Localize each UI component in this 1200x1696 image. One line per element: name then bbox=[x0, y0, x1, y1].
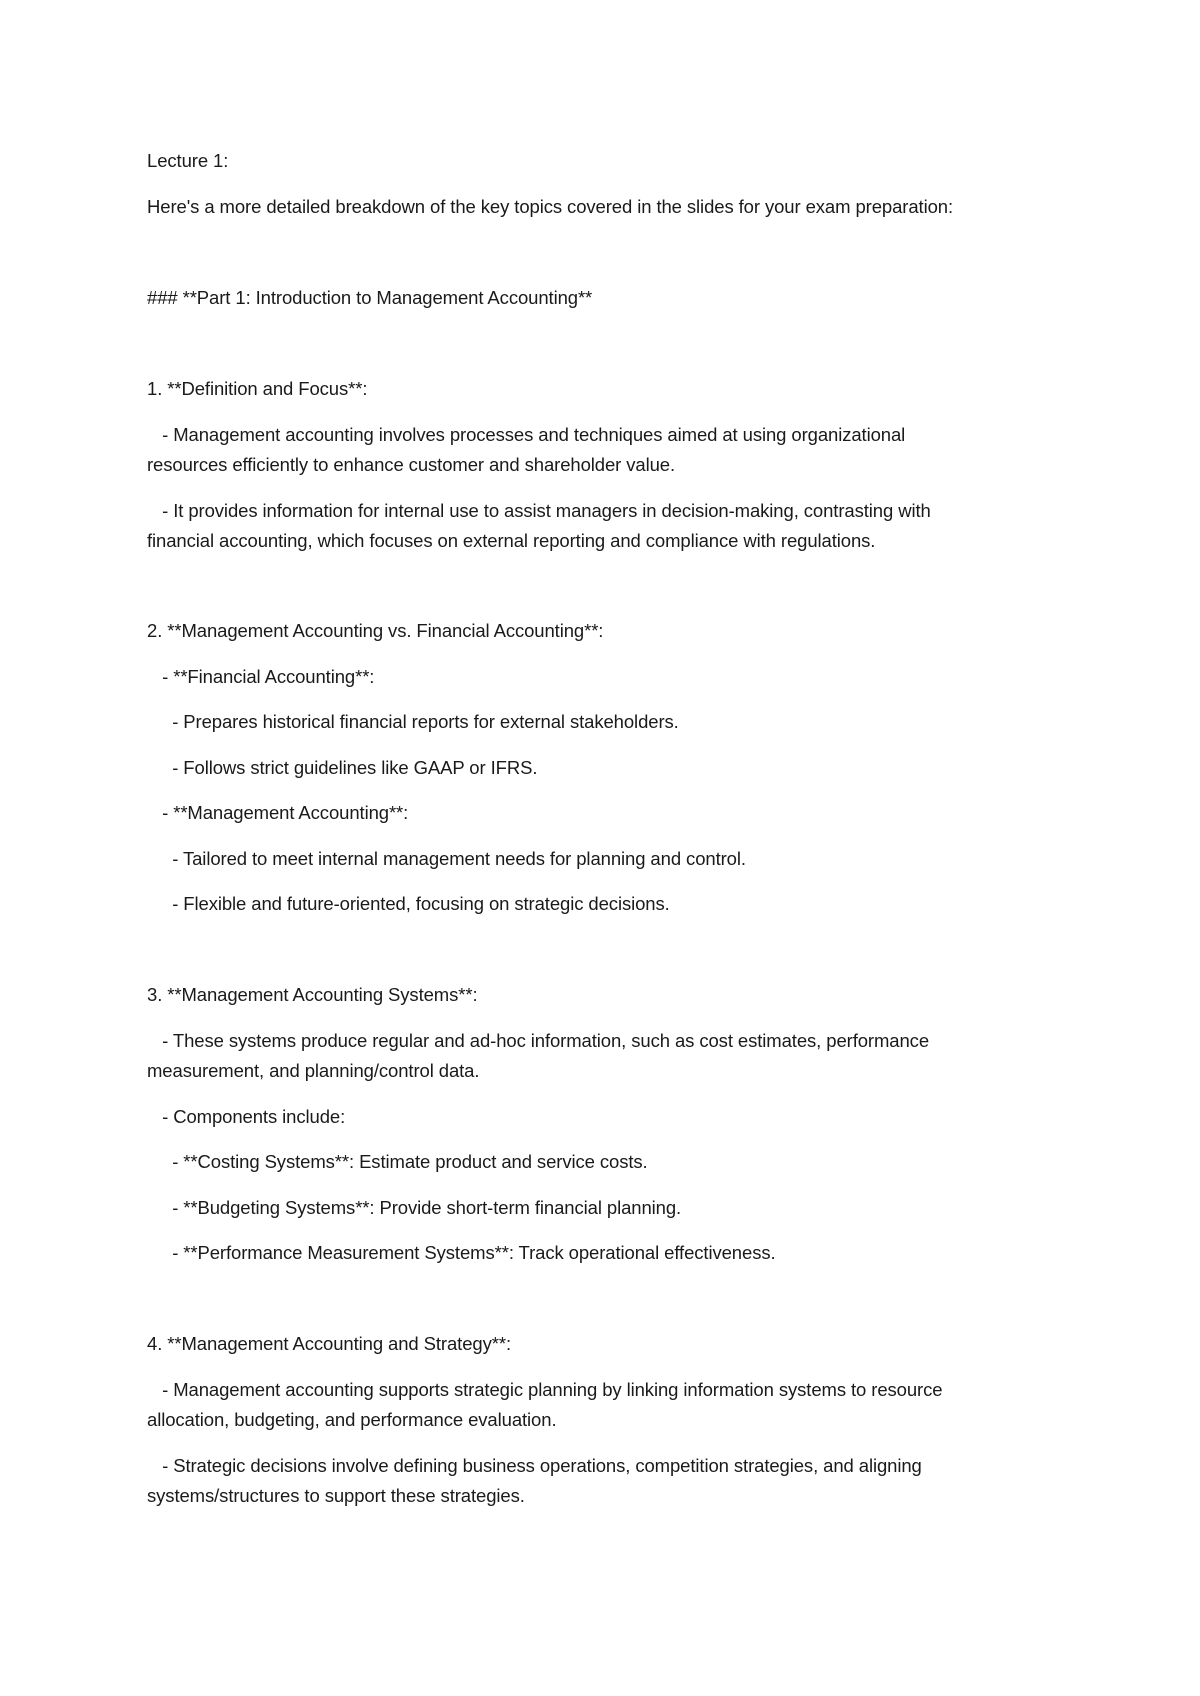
intro-paragraph: Here's a more detailed breakdown of the key topics covered in the slides for your exam preparation: bbox=[147, 196, 954, 217]
bullet-line-cont: resources efficiently to enhance customer and shareholder value. bbox=[147, 454, 676, 475]
bullet-line: - Management accounting supports strategic planning by linking information systems to resource bbox=[147, 1379, 943, 1400]
bullet-line: - Components include: bbox=[147, 1106, 346, 1127]
sub-heading: - **Financial Accounting**: bbox=[147, 666, 375, 687]
section-heading-2: 2. **Management Accounting vs. Financial Accounting**: bbox=[147, 620, 604, 641]
lecture-title: Lecture 1: bbox=[147, 150, 229, 171]
bullet-line: - These systems produce regular and ad-hoc information, such as cost estimates, performance bbox=[147, 1030, 930, 1051]
sub-bullet-line: - Prepares historical financial reports for external stakeholders. bbox=[147, 711, 679, 732]
bullet-line-cont: systems/structures to support these strategies. bbox=[147, 1485, 525, 1506]
sub-bullet-line: - Tailored to meet internal management needs for planning and control. bbox=[147, 848, 746, 869]
bullet-line: - Management accounting involves processes and techniques aimed at using organizational bbox=[147, 424, 906, 445]
sub-bullet-line: - **Budgeting Systems**: Provide short-term financial planning. bbox=[147, 1197, 682, 1218]
sub-bullet-line: - Follows strict guidelines like GAAP or IFRS. bbox=[147, 757, 538, 778]
sub-bullet-line: - Flexible and future-oriented, focusing on strategic decisions. bbox=[147, 893, 670, 914]
section-heading-1: 1. **Definition and Focus**: bbox=[147, 378, 368, 399]
bullet-line-cont: allocation, budgeting, and performance evaluation. bbox=[147, 1409, 557, 1430]
bullet-line: - Strategic decisions involve defining business operations, competition strategies, and aligning bbox=[147, 1455, 922, 1476]
section-heading-4: 4. **Management Accounting and Strategy**: bbox=[147, 1333, 511, 1354]
bullet-line-cont: measurement, and planning/control data. bbox=[147, 1060, 480, 1081]
bullet-line-cont: financial accounting, which focuses on external reporting and compliance with regulations. bbox=[147, 530, 876, 551]
part-heading: ### **Part 1: Introduction to Management Accounting** bbox=[147, 287, 593, 308]
sub-heading: - **Management Accounting**: bbox=[147, 802, 409, 823]
section-heading-3: 3. **Management Accounting Systems**: bbox=[147, 984, 478, 1005]
bullet-line: - It provides information for internal use to assist managers in decision-making, contrasting with bbox=[147, 500, 931, 521]
sub-bullet-line: - **Costing Systems**: Estimate product and service costs. bbox=[147, 1151, 648, 1172]
sub-bullet-line: - **Performance Measurement Systems**: Track operational effectiveness. bbox=[147, 1242, 776, 1263]
